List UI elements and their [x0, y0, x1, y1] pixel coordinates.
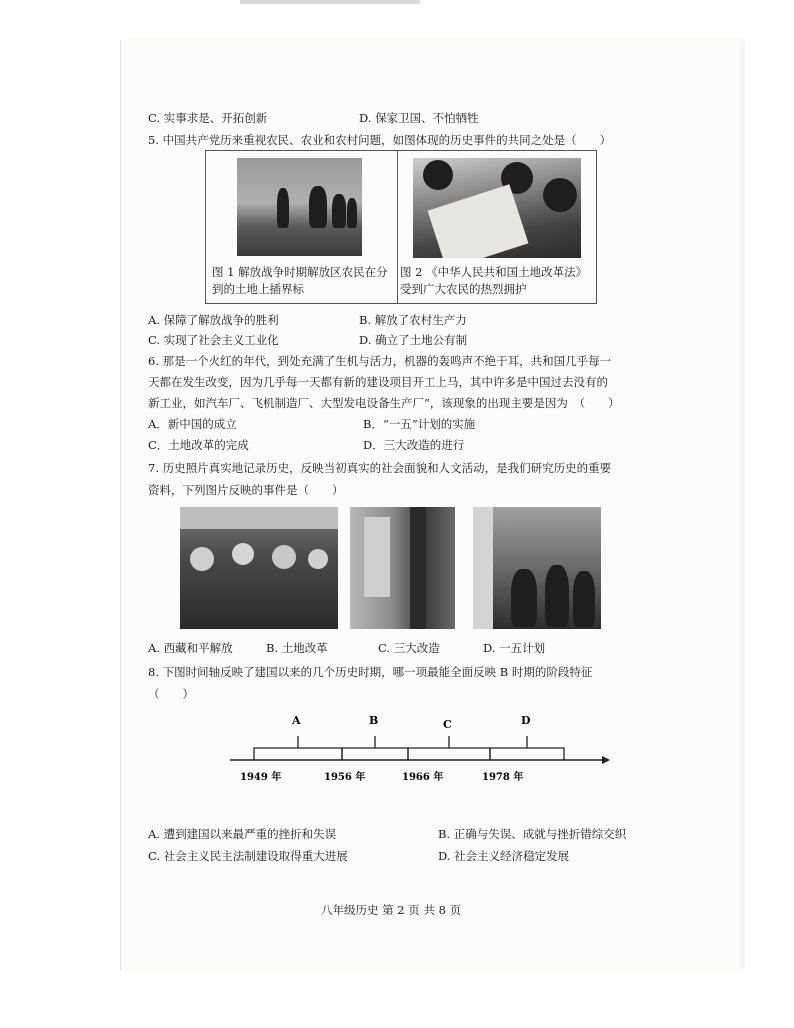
- scan-artifact: [240, 0, 420, 4]
- timeline-year-1978: 1978 年: [482, 772, 524, 783]
- q5-stem: 5. 中国共产党历来重视农民、农业和农村问题，如图体现的历史事件的共同之处是（ ）: [148, 133, 612, 147]
- q5-option-d: D. 确立了土地公有制: [359, 333, 468, 347]
- timeline-year-1966: 1966 年: [402, 772, 444, 783]
- timeline-period-b: B: [369, 714, 379, 727]
- q7-option-b: B. 土地改革: [266, 641, 328, 655]
- q6-stem-line-2: 天都在发生改变，因为几乎每一天都有新的建设项目开工上马，其中许多是中国过去没有的: [148, 375, 608, 389]
- q7-stem-line-1: 7. 历史照片真实地记录历史，反映当初真实的社会面貌和人文活动，是我们研究历史的重要: [148, 461, 612, 475]
- q5-option-b: B. 解放了农村生产力: [359, 313, 467, 327]
- q8-option-d: D. 社会主义经济稳定发展: [438, 849, 570, 863]
- q8-option-b: B. 正确与失误、成就与挫折错综交织: [438, 827, 627, 841]
- q7-stem-line-2: 资料，下列图片反映的事件是（ ）: [148, 483, 344, 497]
- q5-figure-divider: [397, 150, 398, 303]
- timeline-brace-c: [408, 748, 490, 760]
- q8-stem-line-1: 8. 下图时间轴反映了建国以来的几个历史时期，哪一项最能全面反映 B 时期的阶段特征: [148, 665, 593, 679]
- q6-option-a: A．新中国的成立: [148, 417, 237, 431]
- q7-photo-c-meeting: [473, 507, 601, 629]
- q5-photo-2-land-reform-law: [413, 158, 581, 258]
- timeline-year-1949: 1949 年: [240, 772, 282, 783]
- q7-option-a: A. 西藏和平解放: [148, 641, 233, 655]
- q8-timeline: [230, 708, 620, 788]
- q8-stem-line-2: （ ）: [148, 687, 194, 701]
- q7-option-d: D. 一五计划: [483, 641, 546, 655]
- q5-photo-1-farmers-field: [237, 158, 362, 256]
- q7-option-c: C. 三大改造: [378, 641, 440, 655]
- timeline-brace-d: [490, 748, 564, 760]
- q4-option-c: C. 实事求是、开拓创新: [148, 111, 268, 125]
- page-footer: 八年级历史 第 2 页 共 8 页: [321, 903, 462, 917]
- q6-option-b: B．“一五”计划的实施: [363, 417, 476, 431]
- timeline-period-a: A: [292, 714, 301, 727]
- q5-option-a: A. 保障了解放战争的胜利: [148, 313, 279, 327]
- q5-option-c: C. 实现了社会主义工业化: [148, 333, 279, 347]
- q7-photo-a-crowd: [180, 507, 338, 629]
- timeline-year-1956: 1956 年: [324, 772, 366, 783]
- timeline-brace-a: [254, 748, 342, 760]
- q6-option-d: D．三大改造的进行: [363, 438, 465, 452]
- q6-option-c: C．土地改革的完成: [148, 438, 249, 452]
- timeline-period-c: C: [443, 718, 452, 731]
- timeline-arrow-icon: [602, 756, 610, 764]
- q5-figure-1-caption: 图 1 解放战争时期解放区农民在分到的土地上插界标: [212, 265, 388, 296]
- q8-option-a: A. 遭到建国以来最严重的挫折和失误: [148, 827, 337, 841]
- q4-option-d: D. 保家卫国、不怕牺牲: [359, 111, 479, 125]
- q8-option-c: C. 社会主义民主法制建设取得重大进展: [148, 849, 348, 863]
- q6-stem-line-1: 6. 那是一个火红的年代，到处充满了生机与活力，机器的轰鸣声不绝于耳，共和国几乎每一: [148, 354, 612, 368]
- q7-photo-b-stacked-goods: [350, 507, 455, 629]
- q5-figure-2-caption: 图 2 《中华人民共和国土地改革法》受到广大农民的热烈拥护: [400, 265, 588, 296]
- timeline-brace-b: [342, 748, 408, 760]
- q6-stem-line-3: 新工业，如汽车厂、飞机制造厂、大型发电设备生产厂”，该现象的出现主要是因为 （ ）: [148, 396, 620, 410]
- timeline-period-d: D: [521, 714, 531, 727]
